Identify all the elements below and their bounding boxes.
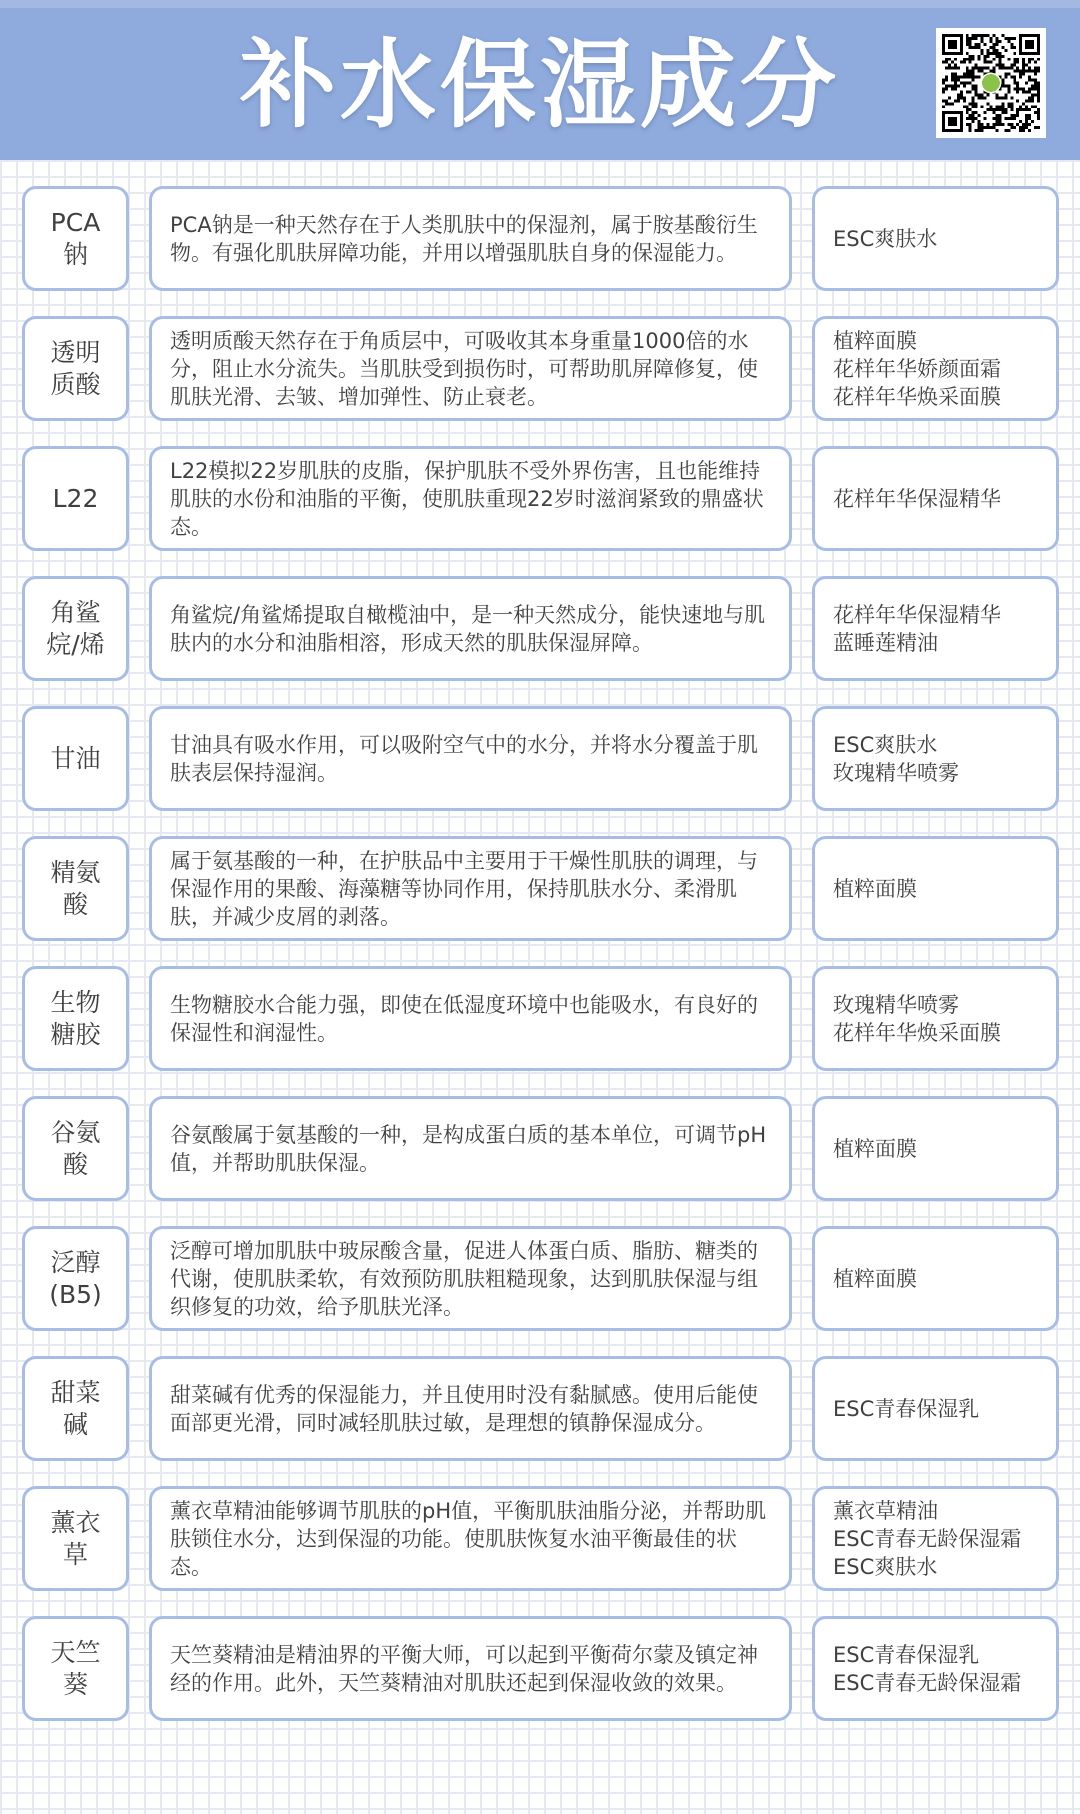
ingredient-name bbox=[22, 1226, 129, 1331]
ingredient-description bbox=[149, 1486, 792, 1591]
product-name: ESC青春无龄保湿霜 bbox=[833, 1670, 1022, 1695]
product-name: 花样年华保湿精华 bbox=[833, 602, 1001, 627]
ingredient-row bbox=[0, 1616, 1080, 1721]
ingredient-name-text: 天竺 葵 bbox=[50, 1637, 101, 1699]
ingredient-description-text: PCA钠是一种天然存在于人类肌肤中的保湿剂，属于胺基酸衍生物。有强化肌肤屏障功能，并用以增强肌肤自身的保湿能力。 bbox=[170, 212, 758, 265]
ingredient-products bbox=[812, 1096, 1059, 1201]
ingredient-row bbox=[0, 1486, 1080, 1591]
ingredient-name-text: PCA 钠 bbox=[50, 207, 101, 269]
qr-code-graphic bbox=[942, 34, 1040, 132]
ingredient-description-text: 甜菜碱有优秀的保湿能力，并且使用时没有黏腻感。使用后能使面部更光滑，同时减轻肌肤过敏，是理想的镇静保湿成分。 bbox=[170, 1382, 758, 1435]
product-name: 植粹面膜 bbox=[833, 1136, 917, 1161]
ingredient-row bbox=[0, 446, 1080, 551]
ingredient-description-text: 泛醇可增加肌肤中玻尿酸含量，促进人体蛋白质、脂肪、糖类的代谢，使肌肤柔软，有效预防肌肤粗糙现象，达到肌肤保湿与组织修复的功效，给予肌肤光泽。 bbox=[170, 1238, 758, 1319]
ingredient-row bbox=[0, 836, 1080, 941]
ingredient-products bbox=[812, 1226, 1059, 1331]
ingredient-description-text: 属于氨基酸的一种，在护肤品中主要用于干燥性肌肤的调理，与保湿作用的果酸、海藻糖等协同作用，保持肌肤水分、柔滑肌肤，并减少皮屑的剥落。 bbox=[170, 848, 758, 929]
ingredient-row bbox=[0, 316, 1080, 421]
ingredient-description bbox=[149, 706, 792, 811]
product-name: 蓝睡莲精油 bbox=[833, 630, 938, 655]
ingredient-name-text: 生物 糖胶 bbox=[50, 987, 101, 1049]
ingredient-name bbox=[22, 1096, 129, 1201]
ingredient-description bbox=[149, 1096, 792, 1201]
ingredient-description bbox=[149, 316, 792, 421]
ingredient-products bbox=[812, 966, 1059, 1071]
ingredient-name-text: 泛醇 (B5) bbox=[49, 1247, 102, 1309]
ingredient-description bbox=[149, 836, 792, 941]
ingredient-row bbox=[0, 1356, 1080, 1461]
ingredient-description bbox=[149, 446, 792, 551]
product-name: ESC青春无龄保湿霜 bbox=[833, 1526, 1022, 1551]
product-name: 花样年华保湿精华 bbox=[833, 486, 1001, 511]
ingredient-row bbox=[0, 1096, 1080, 1201]
ingredient-products bbox=[812, 576, 1059, 681]
product-name: ESC青春保湿乳 bbox=[833, 1642, 980, 1667]
ingredient-name bbox=[22, 1486, 129, 1591]
ingredient-products bbox=[812, 1616, 1059, 1721]
ingredient-name bbox=[22, 966, 129, 1071]
ingredient-products bbox=[812, 186, 1059, 291]
ingredient-name bbox=[22, 1616, 129, 1721]
qr-code-icon[interactable] bbox=[936, 28, 1046, 138]
product-name: 植粹面膜 bbox=[833, 1266, 917, 1291]
product-name: 花样年华焕采面膜 bbox=[833, 1020, 1001, 1045]
ingredient-name-text: 角鲨 烷/烯 bbox=[46, 597, 105, 659]
product-name: 花样年华焕采面膜 bbox=[833, 384, 1001, 409]
ingredient-name-text: 甜菜 碱 bbox=[50, 1377, 101, 1439]
ingredient-name bbox=[22, 446, 129, 551]
ingredient-description-text: 薰衣草精油能够调节肌肤的pH值，平衡肌肤油脂分泌，并帮助肌肤锁住水分，达到保湿的功能。使肌肤恢复水油平衡最佳的状态。 bbox=[170, 1498, 767, 1579]
ingredient-description-text: L22模拟22岁肌肤的皮脂，保护肌肤不受外界伤害，且也能维持肌肤的水份和油脂的平衡，使肌肤重现22岁时滋润紧致的鼎盛状态。 bbox=[170, 458, 764, 539]
product-name: 植粹面膜 bbox=[833, 328, 917, 353]
product-name: ESC爽肤水 bbox=[833, 1554, 938, 1579]
ingredient-description bbox=[149, 1616, 792, 1721]
product-name: 玫瑰精华喷雾 bbox=[833, 992, 959, 1017]
header-banner bbox=[0, 0, 1080, 160]
ingredient-name-text: 薰衣 草 bbox=[50, 1507, 101, 1569]
ingredient-description-text: 天竺葵精油是精油界的平衡大师，可以起到平衡荷尔蒙及镇定神经的作用。此外，天竺葵精油对肌肤还起到保湿收敛的效果。 bbox=[170, 1642, 758, 1695]
product-name: 玫瑰精华喷雾 bbox=[833, 760, 959, 785]
ingredient-description bbox=[149, 966, 792, 1071]
ingredient-name bbox=[22, 186, 129, 291]
ingredient-name bbox=[22, 836, 129, 941]
product-name: 薰衣草精油 bbox=[833, 1498, 938, 1523]
product-name: ESC爽肤水 bbox=[833, 732, 938, 757]
ingredient-description-text: 透明质酸天然存在于角质层中，可吸收其本身重量1000倍的水分，阻止水分流失。当肌肤受到损伤时，可帮助肌屏障修复，使肌肤光滑、去皱、增加弹性、防止衰老。 bbox=[170, 328, 758, 409]
ingredient-name bbox=[22, 576, 129, 681]
ingredient-products bbox=[812, 1356, 1059, 1461]
ingredient-name bbox=[22, 1356, 129, 1461]
ingredient-description-text: 角鲨烷/角鲨烯提取自橄榄油中，是一种天然成分，能快速地与肌肤内的水分和油脂相溶，形成天然的肌肤保湿屏障。 bbox=[170, 602, 766, 655]
ingredient-name-text: L22 bbox=[52, 483, 99, 513]
product-name: 植粹面膜 bbox=[833, 876, 917, 901]
ingredient-description bbox=[149, 1226, 792, 1331]
ingredient-products bbox=[812, 1486, 1059, 1591]
ingredient-name bbox=[22, 706, 129, 811]
ingredient-products bbox=[812, 836, 1059, 941]
ingredient-list bbox=[0, 186, 1080, 1746]
ingredient-row bbox=[0, 576, 1080, 681]
ingredient-name bbox=[22, 316, 129, 421]
ingredient-description-text: 谷氨酸属于氨基酸的一种，是构成蛋白质的基本单位，可调节pH值，并帮助肌肤保湿。 bbox=[170, 1122, 767, 1175]
ingredient-description bbox=[149, 186, 792, 291]
ingredient-products bbox=[812, 446, 1059, 551]
header-top-line bbox=[0, 0, 1080, 8]
ingredient-description bbox=[149, 576, 792, 681]
page-title: 补水保湿成分 bbox=[240, 29, 840, 141]
ingredient-row bbox=[0, 966, 1080, 1071]
ingredient-row bbox=[0, 1226, 1080, 1331]
product-name: 花样年华娇颜面霜 bbox=[833, 356, 1001, 381]
ingredient-description-text: 生物糖胶水合能力强，即使在低湿度环境中也能吸水，有良好的保湿性和润湿性。 bbox=[170, 992, 758, 1045]
ingredient-row bbox=[0, 706, 1080, 811]
product-name: ESC爽肤水 bbox=[833, 226, 938, 251]
ingredient-name-text: 透明 质酸 bbox=[50, 337, 101, 399]
product-name: ESC青春保湿乳 bbox=[833, 1396, 980, 1421]
ingredient-row bbox=[0, 186, 1080, 291]
ingredient-name-text: 甘油 bbox=[50, 743, 101, 773]
ingredient-products bbox=[812, 706, 1059, 811]
ingredient-description bbox=[149, 1356, 792, 1461]
ingredient-name-text: 精氨 酸 bbox=[50, 857, 101, 919]
ingredient-name-text: 谷氨 酸 bbox=[50, 1117, 101, 1179]
ingredient-products bbox=[812, 316, 1059, 421]
ingredient-description-text: 甘油具有吸水作用，可以吸附空气中的水分，并将水分覆盖于肌肤表层保持湿润。 bbox=[170, 732, 758, 785]
